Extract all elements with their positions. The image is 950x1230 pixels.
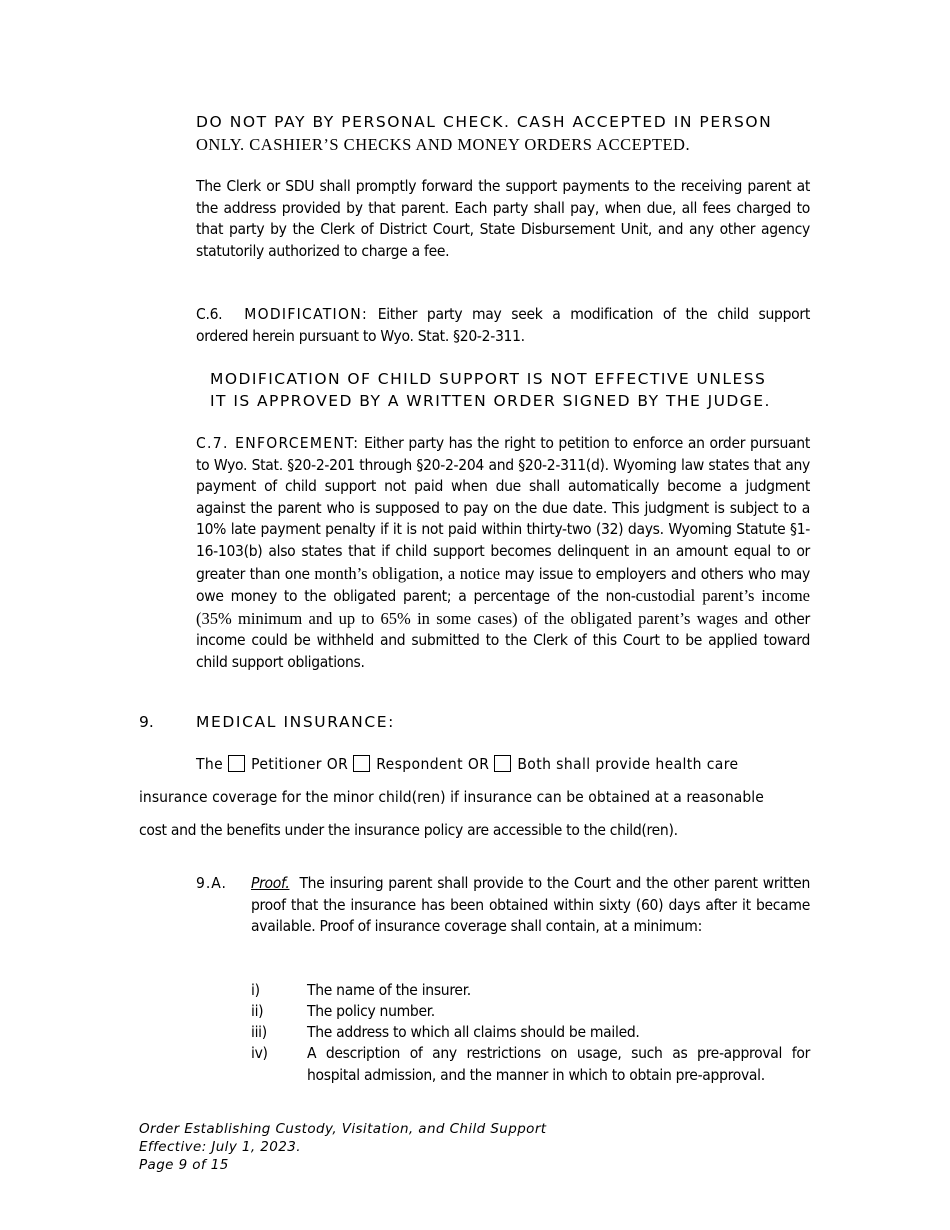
section-9-the: The: [196, 755, 224, 773]
clerk-paragraph: The Clerk or SDU shall promptly forward the support payments to the receiving parent at the address provided by that parent. Each party shall pay, when due, all fees charged to that party by the Clerk of District Court, State Disbursement Unit, and any other agency statutorily authorized to charge a fee.: [196, 177, 810, 260]
section-c7-text-b: month’s obligation, a notice: [314, 563, 501, 583]
section-9a-number-text: 9.A.: [196, 874, 227, 892]
section-9-title: MEDICAL INSURANCE:: [196, 713, 395, 731]
section-9-line1: [196, 754, 810, 776]
section-c6-heading: MODIFICATION:: [244, 305, 368, 323]
payment-notice-line1: DO NOT PAY BY PERSONAL CHECK. CASH ACCEPTED IN PERSON: [196, 113, 773, 131]
modification-notice-line1: MODIFICATION OF CHILD SUPPORT IS NOT EFFECTIVE UNLESS: [210, 370, 767, 388]
section-9-heading: [139, 712, 819, 734]
list-item-text: A description of any restrictions on usage, such as pre-approval for hospital admission, and the manner in which to obtain pre-approval.: [307, 1044, 810, 1084]
section-9a-body: [251, 873, 810, 938]
list-item-number: i): [251, 981, 260, 999]
section-c7: [196, 433, 810, 674]
section-9-number: 9.: [139, 713, 154, 731]
list-item-text: The name of the insurer.: [307, 981, 471, 999]
section-9-line3: cost and the benefits under the insurance policy are accessible to the child(ren).: [139, 821, 678, 839]
petitioner-label: Petitioner OR: [251, 755, 349, 773]
both-checkbox[interactable]: [494, 755, 511, 772]
list-item-number: iii): [251, 1023, 267, 1041]
section-9a-number: [196, 873, 246, 895]
list-item-number: iv): [251, 1044, 268, 1062]
section-c7-heading: C.7. ENFORCEMENT:: [196, 434, 360, 452]
modification-notice: [210, 369, 810, 412]
section-c6: [196, 304, 810, 347]
footer-effective: Effective: July 1, 2023.: [139, 1139, 301, 1155]
payment-notice-line2: ONLY. CASHIER’S CHECKS AND MONEY ORDERS ACCEPTED.: [196, 134, 691, 154]
list-item-text: The address to which all claims should be mailed.: [307, 1023, 640, 1041]
section-c6-text: Either party may seek a modification of the child support ordered herein pursuant to Wyo. Stat. §20-2-311.: [196, 305, 810, 345]
section-9a-heading: Proof.: [251, 874, 290, 892]
petitioner-checkbox[interactable]: [228, 755, 245, 772]
both-label: Both shall provide health care: [517, 755, 739, 773]
page-footer: [139, 1120, 639, 1174]
section-c7-text-c: may issue to employers and others who may owe money to the obligated parent; a percentage of the non-: [196, 564, 810, 606]
section-c6-number: C.6.: [196, 305, 223, 323]
respondent-checkbox[interactable]: [353, 755, 370, 772]
footer-page-number: Page 9 of 15: [139, 1157, 229, 1173]
section-9a-text: The insuring parent shall provide to the Court and the other parent written proof that the insurance has been obtained within sixty (60) days after it became available. Proof of insurance coverage shall contain, at a minimum:: [251, 874, 810, 936]
payment-notice: [196, 112, 810, 155]
respondent-label: Respondent OR: [376, 755, 490, 773]
section-c7-text-e: other income could be withheld and submitted to the Clerk of this Court to be applied toward child support obligations.: [196, 609, 810, 671]
list-item-text: The policy number.: [307, 1002, 435, 1020]
section-9-line2: insurance coverage for the minor child(ren) if insurance can be obtained at a reasonable: [139, 788, 764, 806]
list-item-number: ii): [251, 1002, 264, 1020]
section-c7-text-d: custodial parent’s income (35% minimum and up to 65% in some cases) of the obligated parent’s wages and: [196, 586, 810, 628]
footer-title: Order Establishing Custody, Visitation, and Child Support: [139, 1121, 547, 1137]
modification-notice-line2: IT IS APPROVED BY A WRITTEN ORDER SIGNED BY THE JUDGE.: [210, 391, 771, 410]
section-c7-text-a: Either party has the right to petition to enforce an order pursuant to Wyo. Stat. §20-2-201 through §20-2-204 and §20-2-311(d). Wyoming law states that any payment of child support not paid when due shall automatically become a judgment against the parent who is supposed to pay on the due date. This judgment is subject to a 10% late payment penalty if it is not paid within thirty-two (32) days. Wyoming Statute §1-16-103(b) also states that if child support becomes delinquent in an amount equal to or greater than one: [196, 434, 810, 583]
